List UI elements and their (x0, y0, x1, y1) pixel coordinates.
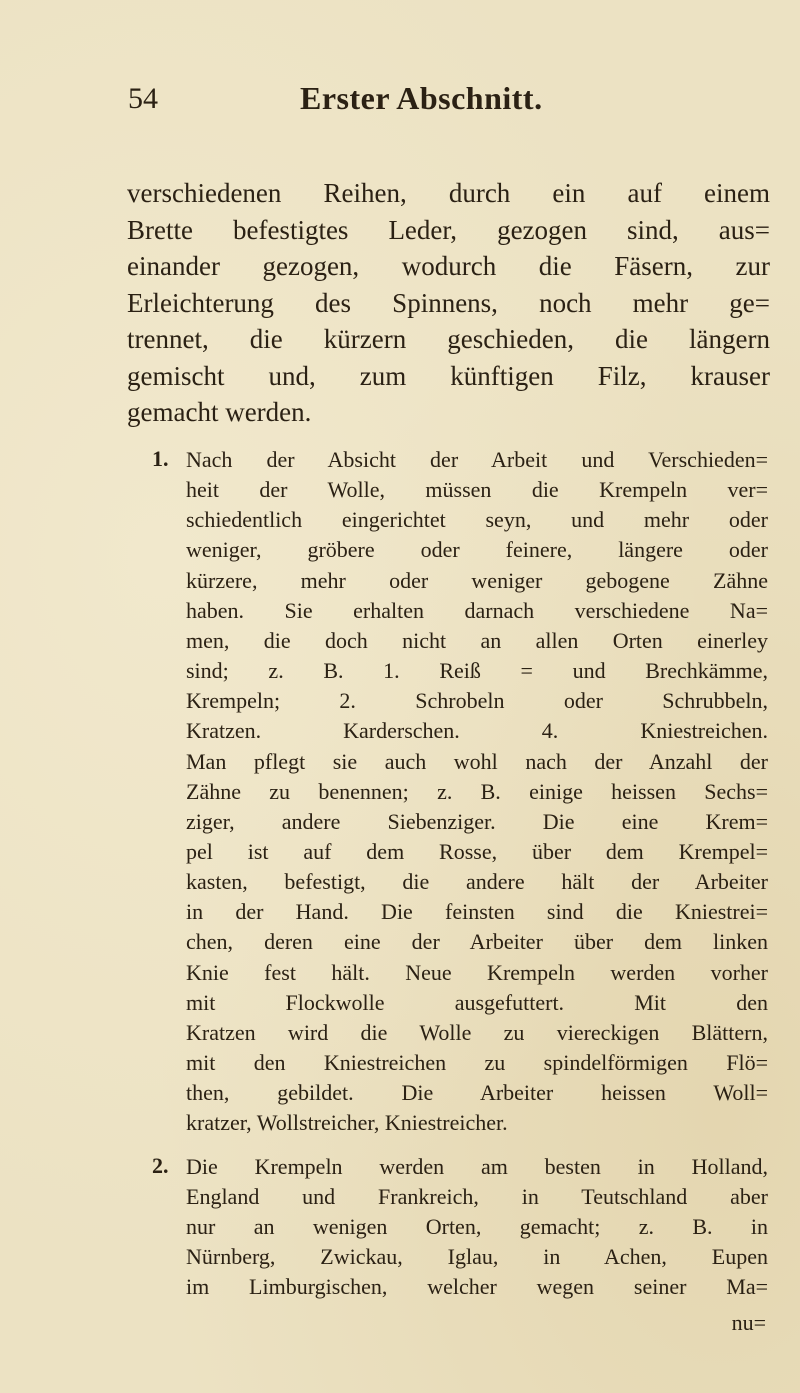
text-line: Kratzen. Karderschen. 4. Kniestreichen. (186, 718, 768, 744)
text-line: sind; z. B. 1. Reiß = und Brechkämme, (186, 658, 768, 684)
text-line: heit der Wolle, müssen die Krempeln ver= (186, 477, 768, 503)
text-line: Nach der Absicht der Arbeit und Verschieden= (186, 447, 768, 472)
text-line: gemischt und, zum künftigen Filz, krauser (127, 360, 770, 391)
catchword: nu= (731, 1310, 766, 1335)
text-line: Krempeln; 2. Schrobeln oder Schrubbeln, (186, 688, 768, 714)
text-line: kratzer, Wollstreicher, Kniestreicher. (186, 1110, 508, 1136)
text-line: chen, deren eine der Arbeiter über dem linken (186, 929, 768, 955)
text-line: einander gezogen, wodurch die Fäsern, zur (127, 251, 770, 281)
text-line: pel ist auf dem Rosse, über dem Krempel= (186, 838, 768, 864)
text-line: ziger, andere Siebenziger. Die eine Krem= (186, 808, 768, 834)
text-line: Nürnberg, Zwickau, Iglau, in Achen, Eupen (186, 1244, 768, 1269)
paragraph-number: 1. (152, 446, 169, 471)
text-line: England und Frankreich, in Teutschland aber (186, 1184, 768, 1209)
text-line: Man pflegt sie auch wohl nach der Anzahl der (186, 748, 768, 774)
running-title: Erster Abschnitt. (300, 80, 543, 116)
text-line: trennet, die kürzern geschieden, die längern (127, 324, 770, 354)
text-line: weniger, gröbere oder feinere, längere oder (186, 537, 768, 563)
text-line: schiedentlich eingerichtet seyn, und mehr oder (186, 507, 768, 533)
text-line: kürzere, mehr oder weniger gebogene Zähne (186, 567, 768, 593)
text-line: kasten, befestigt, die andere hält der Arbeiter (186, 869, 768, 895)
text-line: Brette befestigtes Leder, gezogen sind, aus= (127, 214, 770, 245)
text-line: haben. Sie erhalten darnach verschiedene Na= (186, 597, 768, 623)
text-line: in der Hand. Die feinsten sind die Kniestrei= (186, 899, 768, 925)
text-line: men, die doch nicht an allen Orten einerley (186, 627, 768, 653)
text-line: then, gebildet. Die Arbeiter heissen Woll= (186, 1080, 768, 1106)
text-line: gemacht werden. (127, 397, 312, 427)
paragraph-number: 2. (152, 1153, 169, 1178)
text-line: Erleichterung des Spinnens, noch mehr ge= (127, 287, 770, 318)
text-line: nur an wenigen Orten, gemacht; z. B. in (186, 1214, 768, 1239)
text-line: Zähne zu benennen; z. B. einige heissen Sechs= (186, 778, 768, 804)
text-line: Knie fest hält. Neue Krempeln werden vorher (186, 959, 768, 985)
text-line: mit Flockwolle ausgefuttert. Mit den (186, 989, 768, 1015)
text-line: im Limburgischen, welcher wegen seiner Ma= (186, 1274, 768, 1299)
text-line: mit den Kniestreichen zu spindelförmigen Flö= (186, 1050, 768, 1075)
text-line: verschiedenen Reihen, durch ein auf einem (127, 178, 770, 208)
text-line: Kratzen wird die Wolle zu viereckigen Blättern, (186, 1019, 768, 1045)
page-number: 54 (128, 82, 158, 115)
text-line: Die Krempeln werden am besten in Holland, (186, 1154, 768, 1179)
